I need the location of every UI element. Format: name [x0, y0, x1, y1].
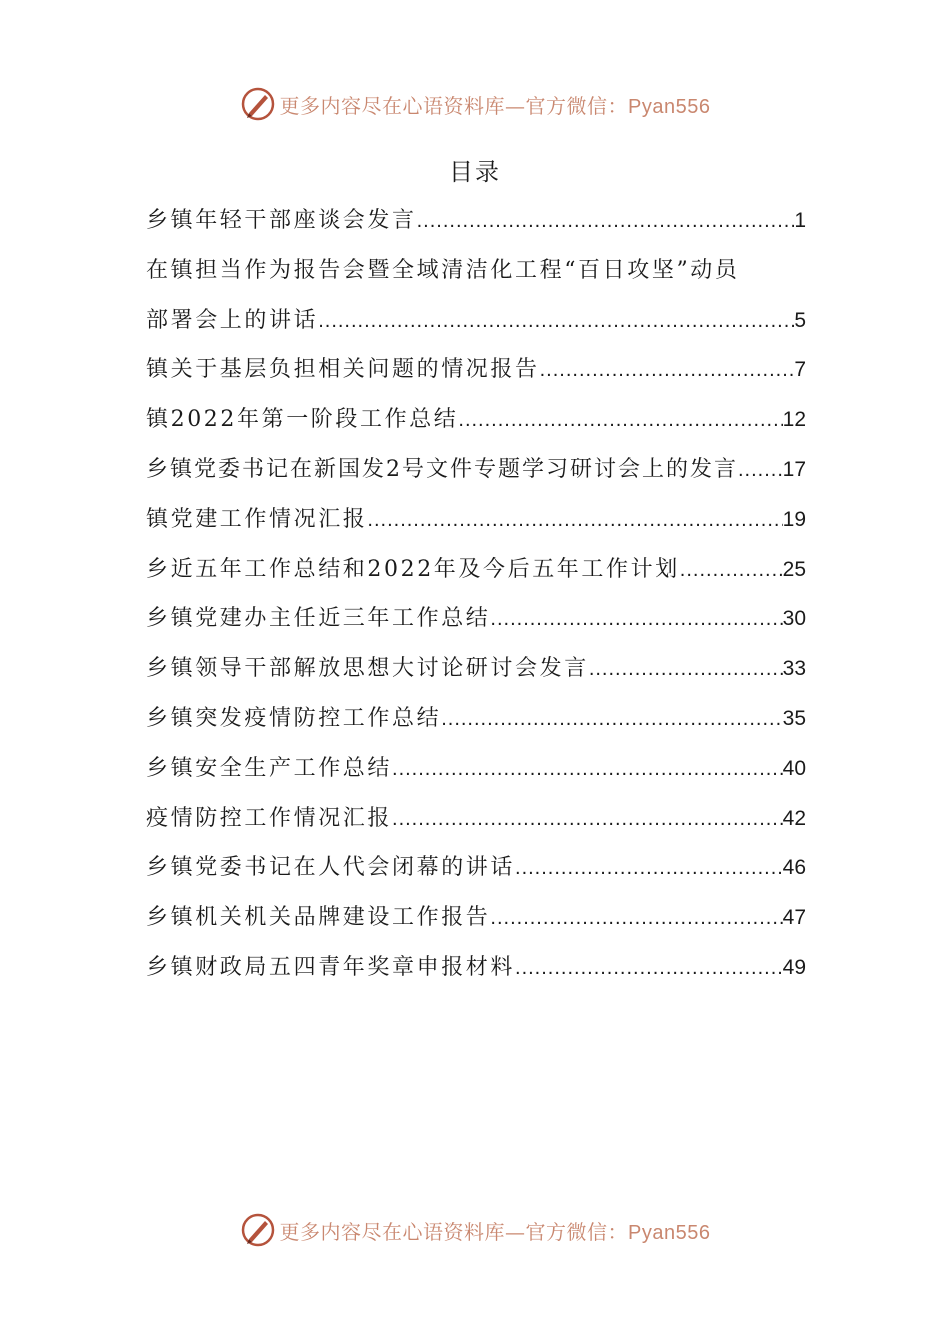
toc-entry[interactable] — [146, 495, 806, 545]
toc-entry[interactable] — [146, 893, 806, 943]
toc-entry-title: 乡镇安全生产工作总结 — [146, 755, 393, 781]
toc-entry-title-line1: 在镇担当作为报告会暨全域清洁化工程“百日攻坚”动员 — [146, 257, 740, 283]
dot-leader — [680, 546, 783, 595]
toc-entry[interactable] — [146, 545, 806, 595]
watermark-banner-top — [0, 84, 950, 124]
toc-entry-title: 乡镇机关机关品牌建设工作报告 — [146, 905, 491, 931]
toc-entry-page: 7 — [794, 358, 806, 382]
dot-leader — [589, 645, 783, 694]
toc-entry-title: 镇党建工作情况汇报 — [146, 506, 368, 532]
toc-entry[interactable] — [146, 445, 806, 495]
table-of-contents — [146, 196, 806, 993]
dot-leader — [458, 396, 782, 445]
dot-leader — [441, 695, 782, 744]
toc-entry-page: 46 — [782, 856, 806, 880]
toc-entry-title: 乡镇党委书记在人代会闭幕的讲话 — [146, 855, 516, 881]
toc-entry-title: 疫情防控工作情况汇报 — [146, 805, 393, 831]
toc-entry-title: 乡镇领导干部解放思想大讨论研讨会发言 — [146, 656, 589, 682]
toc-entry-title: 镇2022年第一阶段工作总结 — [146, 407, 459, 433]
toc-entry[interactable] — [146, 594, 806, 644]
toc-entry-title: 乡镇党建办主任近三年工作总结 — [146, 606, 491, 632]
dot-leader — [490, 595, 782, 644]
dot-leader — [318, 297, 794, 346]
dot-leader — [490, 894, 782, 943]
dot-leader — [540, 346, 795, 395]
toc-entry-page: 17 — [782, 457, 806, 481]
toc-entry-title: 乡镇财政局五四青年奖章申报材料 — [146, 954, 516, 980]
toc-entry-title: 乡镇党委书记在新国发2号文件专题学习研讨会上的发言 — [146, 456, 738, 482]
toc-title: 目录 — [449, 158, 501, 186]
pen-logo-icon — [240, 1212, 276, 1248]
toc-entry-page: 33 — [782, 657, 806, 681]
dot-leader — [417, 197, 795, 246]
toc-entry-title: 部署会上的讲话 — [146, 307, 319, 333]
toc-entry-title: 镇关于基层负担相关问题的情况报告 — [146, 357, 540, 383]
toc-entry-title: 乡近五年工作总结和2022年及今后五年工作计划 — [146, 556, 680, 582]
dot-leader — [392, 795, 783, 844]
dot-leader — [515, 944, 783, 993]
toc-entry[interactable] — [146, 395, 806, 445]
toc-entry[interactable] — [146, 694, 806, 744]
dot-leader — [738, 446, 783, 495]
toc-entry-page: 47 — [782, 906, 806, 930]
toc-entry-page: 19 — [782, 507, 806, 531]
toc-entry-page: 12 — [782, 408, 806, 432]
toc-entry-page: 30 — [782, 607, 806, 631]
toc-entry-page: 1 — [794, 209, 806, 232]
dot-leader — [367, 496, 782, 545]
watermark-text: 更多内容尽在心语资料库—官方微信：Pyan556 — [279, 1219, 711, 1244]
toc-entry[interactable] — [146, 644, 806, 694]
toc-entry[interactable] — [146, 943, 806, 993]
toc-entry-page: 35 — [782, 706, 806, 730]
toc-entry[interactable] — [146, 794, 806, 844]
toc-entry-page: 25 — [782, 557, 806, 581]
toc-entry[interactable] — [146, 744, 806, 794]
toc-entry-page: 5 — [794, 308, 806, 332]
toc-entry-title: 乡镇年轻干部座谈会发言 — [146, 208, 417, 233]
dot-leader — [515, 844, 783, 893]
dot-leader — [392, 745, 783, 794]
wechat-id: Pyan556 — [628, 95, 711, 118]
toc-entry[interactable] — [146, 345, 806, 395]
toc-entry-page: 40 — [782, 756, 806, 780]
toc-entry-title: 乡镇突发疫情防控工作总结 — [146, 705, 442, 731]
toc-entry-page: 42 — [782, 806, 806, 830]
toc-entry[interactable] — [146, 246, 806, 346]
toc-entry[interactable] — [146, 196, 806, 246]
pen-logo-icon — [240, 86, 276, 122]
toc-entry[interactable] — [146, 843, 806, 893]
wechat-id: Pyan556 — [628, 1221, 711, 1244]
watermark-text: 更多内容尽在心语资料库—官方微信：Pyan556 — [279, 93, 711, 118]
toc-entry-page: 49 — [782, 955, 806, 979]
watermark-banner-bottom — [0, 1210, 950, 1250]
